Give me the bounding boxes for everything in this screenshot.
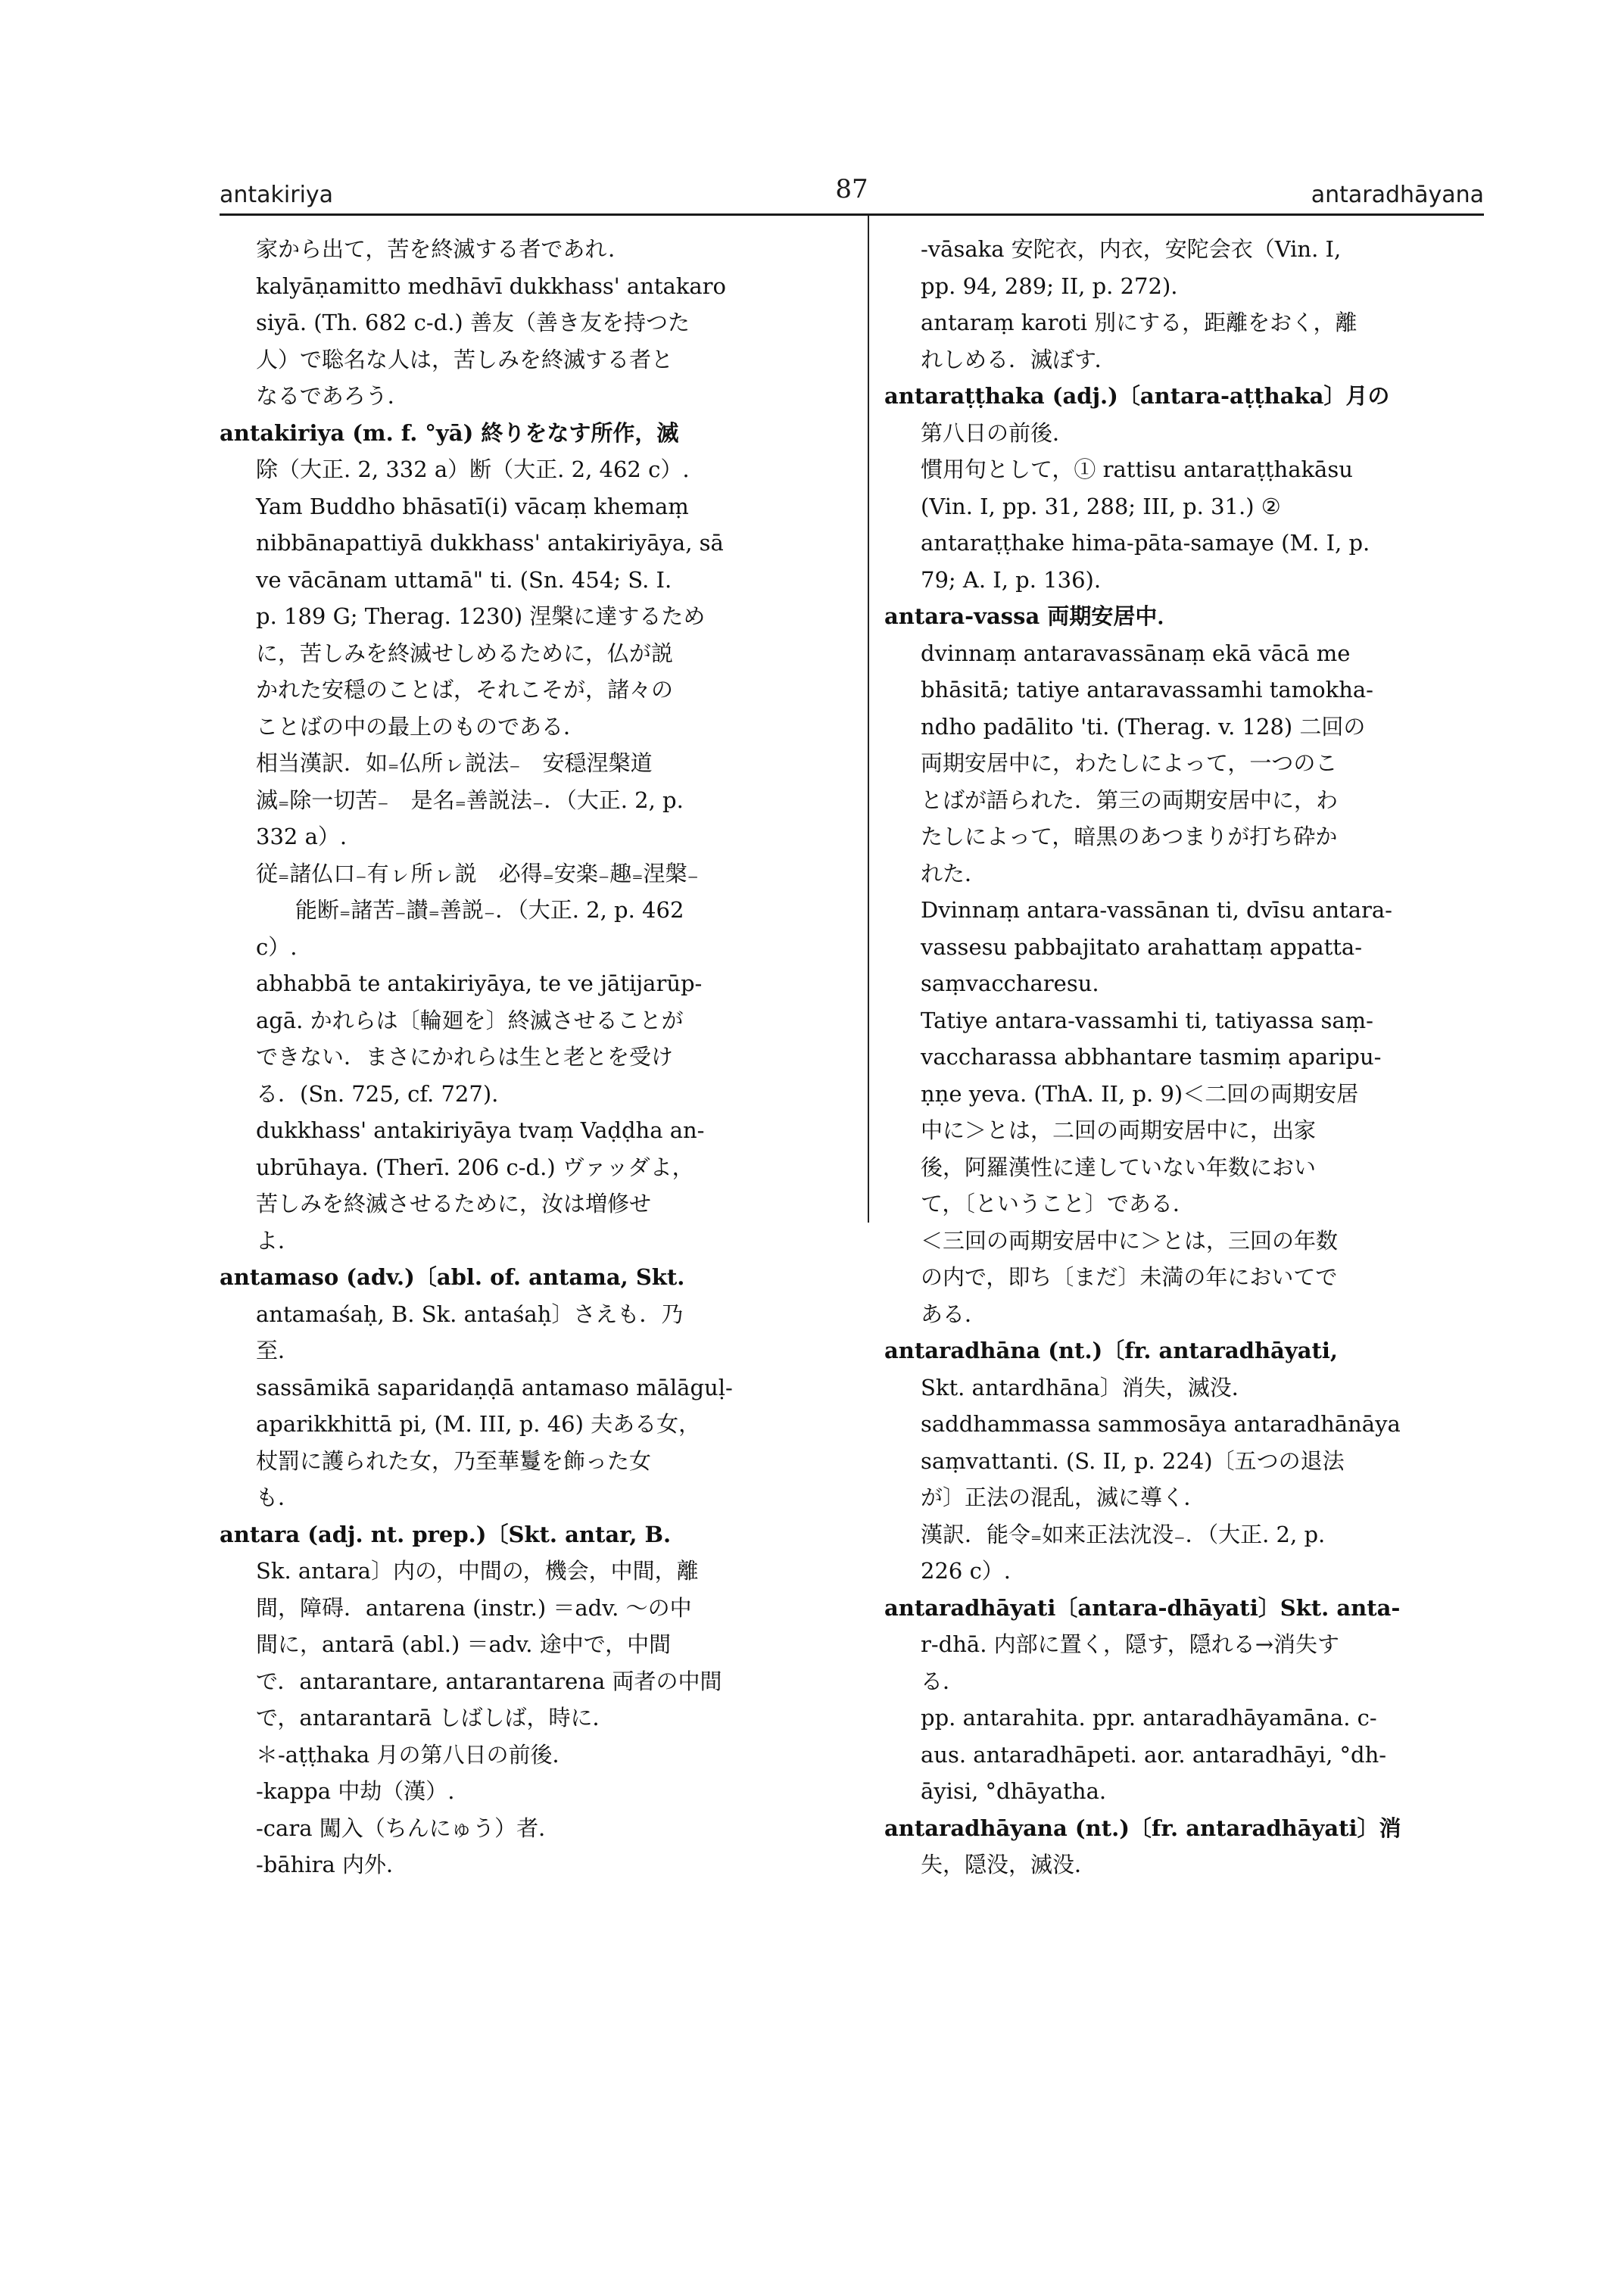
entry-text-line: 中に＞とは，二回の両期安居中に，出家 [921,1117,1317,1143]
entry-text-line: れしめる．滅ぼす． [921,346,1117,372]
entry-headword-line: antaraṭṭhaka (adj.)〔antara-aṭṭhaka〕月の [884,383,1390,409]
entry-text-line: の内で，即ち〔まだ〕未満の年においてで [921,1264,1338,1290]
running-header [220,174,1484,212]
entry-text-line: Sk. antara〕内の，中間の，機会，中間，離 [256,1558,699,1584]
entry-text-line: で，antarantarā しばしば，時に． [256,1705,615,1731]
entry-text-line: āyisi, °dhāyatha. [921,1778,1107,1804]
entry-text-line: 杖罰に護られた女，乃至華鬘を飾った女 [256,1447,652,1474]
entry-text-line: 失，隠没，滅没． [921,1852,1097,1877]
entry-text-line: saṃvaccharesu. [921,970,1099,996]
entry-text-line: 能断₌諸苦₋讃₌善説₋．（大正. 2, p. 462 [295,897,684,923]
entry-text-line: saṃvattanti. (S. II, p. 224)〔五つの退法 [921,1447,1345,1474]
entry-text-line: れた． [921,860,987,886]
entry-text-line: -cara 闖入（ちんにゅう）者． [256,1815,561,1841]
entry-text-line: siyā. (Th. 682 c-d.) 善友（善き友を持つた [256,310,690,335]
entry-text-line: ある． [921,1301,987,1327]
entry-text-line: ndho padālito 'ti. (Therag. v. 128) 二回の [921,713,1366,740]
entry-text-line: 226 c）. [921,1558,1011,1584]
entry-text-line: 間に，antarā (abl.) ＝adv. 途中で，中間 [256,1631,672,1657]
entry-text-line: kalyāṇamitto medhāvī dukkhass' antakaro [256,273,727,299]
entry-text-line: saddhammassa sammosāya antaradhānāya [921,1411,1401,1437]
left-column [220,231,840,1883]
page-number: 87 [835,174,868,204]
entry-text-line: aus. antaradhāpeti. aor. antaradhāyi, °dh- [921,1741,1387,1768]
entry-text-line: Skt. antardhāna〕消失，滅没． [921,1374,1254,1400]
entry-headword-line: antaradhāna (nt.)〔fr. antaradhāyati, [884,1338,1338,1363]
entry-text-line: よ． [256,1227,301,1254]
entry-headword-line: antakiriya (m. f. °yā) 終りをなす所作，滅 [220,419,679,446]
entry-text-line: 至． [256,1338,301,1363]
entry-text-line: -vāsaka 安陀衣，内衣，安陀会衣（Vin. I, [921,236,1342,262]
entry-text-line: なるであろう． [256,383,410,409]
entry-text-line: 332 a）. [256,824,348,849]
entry-text-line: p. 189 G; Therag. 1230) 涅槃に達するため [256,603,706,629]
entry-text-line: る．(Sn. 725, cf. 727). [256,1080,499,1107]
header-rule [220,213,1484,216]
header-left-guide-word: antakiriya [220,182,334,208]
entry-text-line: nibbānapattiyā dukkhass' antakiriyāya, sā [256,530,724,556]
entry-text-line: 79; A. I, p. 136). [921,566,1102,593]
header-right-guide-word: antaradhāyana [1311,182,1484,208]
entry-text-line: Tatiye antara-vassamhi ti, tatiyassa saṃ- [921,1007,1373,1033]
entry-text-line: Yam Buddho bhāsatī(i) vācaṃ khemaṃ [256,493,689,519]
entry-text-line: (Vin. I, pp. 31, 288; III, p. 31.) ② [921,493,1281,519]
entry-text-line: 漢訳．能令₌如来正法沈没₋．（大正. 2, p. [921,1521,1326,1547]
entry-text-line: も． [256,1485,301,1510]
entry-text-line: 家から出て，苦を終滅する者であれ． [256,236,631,262]
entry-text-line: pp. 94, 289; II, p. 272). [921,273,1178,299]
entry-text-line: 第八日の前後． [921,419,1075,446]
entry-text-line: -bāhira 内外． [256,1852,408,1877]
entry-text-line: かれた安穏のことば，それこそが，諸々の [256,677,674,703]
entry-text-line: 後，阿羅漢性に達していない年数におい [921,1154,1317,1180]
entry-text-line: ubrūhaya. (Therī. 206 c-d.) ヴァッダよ， [256,1154,694,1180]
entry-text-line: で．antarantare, antarantarena 両者の中間 [256,1668,722,1694]
entry-headword-line: antaradhāyana (nt.)〔fr. antaradhāyati〕消 [884,1815,1401,1841]
entry-text-line: antaraṭṭhake hima-pāta-samaye (M. I, p. [921,530,1370,556]
entry-text-line: る． [921,1668,965,1694]
entry-text-line: dvinnaṃ antaravassānaṃ ekā vācā me [921,640,1351,666]
entry-text-line: たしによって，暗黒のあつまりが打ち砕か [921,824,1338,849]
entry-headword-line: antamaso (adv.)〔abl. of. antama, Skt. [220,1264,685,1290]
entry-text-line: 慣用句として，① rattisu antaraṭṭhakāsu [921,456,1353,482]
entry-text-line: 相当漢訳．如₌仏所ㇾ説法₋ 安穏涅槃道 [256,750,653,776]
entry-text-line: 滅₌除一切苦₋ 是名₌善説法₋．（大正. 2, p. [256,787,684,813]
entry-text-line: dukkhass' antakiriyāya tvaṃ Vaḍḍha an- [256,1117,705,1143]
entry-text-line: とばが語られた．第三の両期安居中に，わ [921,787,1339,813]
entry-text-line: -kappa 中劫（漢）. [256,1778,455,1804]
entry-text-line: が〕正法の混乱，滅に導く． [921,1485,1206,1510]
entry-text-line: に，苦しみを終滅せしめるために，仏が説 [256,640,674,666]
entry-text-line: 間，障碍．antarena (instr.) ＝adv. ～の中 [256,1594,692,1621]
entry-text-line: 除（大正. 2, 332 a）断（大正. 2, 462 c）. [256,456,690,482]
entry-text-line: vaccharassa abbhantare tasmiṃ aparipu- [921,1044,1382,1070]
entry-headword-line: antara-vassa 両期安居中． [884,603,1180,629]
entry-text-line: ＜三回の両期安居中に＞とは，三回の年数 [921,1227,1339,1254]
entry-text-line: bhāsitā; tatiye antaravassamhi tamokha- [921,677,1373,703]
entry-text-line: 従₌諸仏口₋有ㇾ所ㇾ説 必得₌安楽₋趣₌涅槃₋ [256,860,699,886]
entry-text-line: antaraṃ karoti 別にする，距離をおく，離 [921,310,1357,335]
entry-text-line: abhabbā te antakiriyāya, te ve jātijarūp- [256,970,703,996]
entry-text-line: ことばの中の最上のものである． [256,713,586,740]
entry-text-line: て，〔ということ〕である． [921,1191,1195,1217]
entry-text-line: 苦しみを終滅させるために，汝は増修せ [256,1191,652,1217]
entry-text-line: r-dhā. 内部に置く，隠す，隠れる→消失す [921,1631,1340,1657]
entry-text-line: vassesu pabbajitato arahattaṃ appatta- [921,933,1363,960]
column-divider [868,216,869,1223]
entry-text-line: できない．まさにかれらは生と老とを受け [256,1044,674,1070]
entry-text-line: sassāmikā saparidaṇḍā antamaso mālāguḷ- [256,1374,733,1400]
entry-headword-line: antaradhāyati〔antara-dhāyati〕Skt. anta- [884,1594,1401,1621]
entry-text-line: agā. かれらは〔輪廻を〕終滅させることが [256,1007,684,1033]
entry-text-line: aparikkhittā pi, (M. III, p. 46) 夫ある女， [256,1411,701,1437]
entry-text-line: c）. [256,933,298,960]
entry-headword-line: antara (adj. nt. prep.)〔Skt. antar, B. [220,1521,672,1547]
right-column [884,231,1484,1883]
entry-text-line: 両期安居中に，わたしによって，一つのこ [921,750,1338,776]
entry-text-line: 人）で聡名な人は，苦しみを終滅する者と [256,346,674,372]
entry-text-line: pp. antarahita. ppr. antaradhāyamāna. c- [921,1705,1377,1731]
entry-text-line: ve vācānam uttamā" ti. (Sn. 454; S. I. [256,566,672,593]
entry-text-line: antamaśaḥ, B. Sk. antaśaḥ〕さえも．乃 [256,1301,684,1327]
entry-text-line: ＊-aṭṭhaka 月の第八日の前後． [256,1741,575,1768]
entry-text-line: ṇṇe yeva. (ThA. II, p. 9)＜二回の両期安居 [921,1080,1359,1107]
entry-text-line: Dvinnaṃ antara-vassānan ti, dvīsu antara- [921,897,1392,923]
